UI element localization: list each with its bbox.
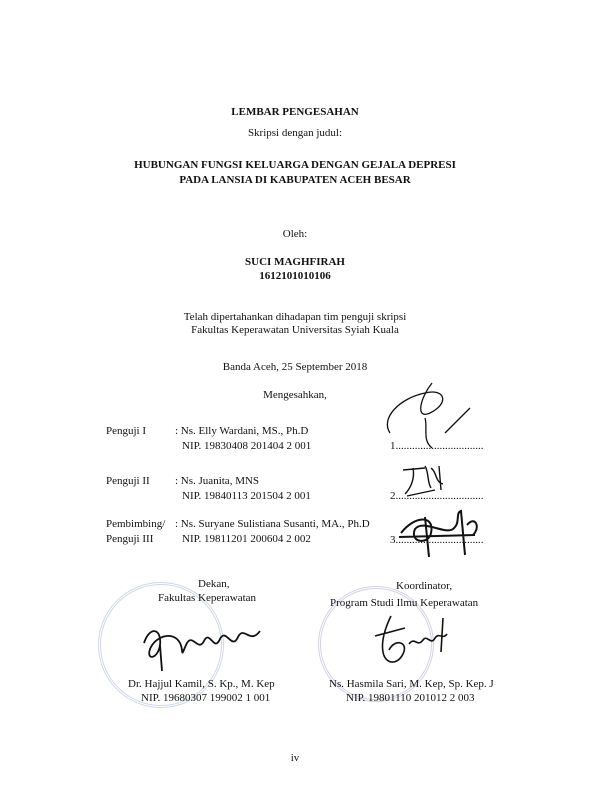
dean-nip: NIP. 19680307 199002 1 001: [141, 692, 271, 704]
coordinator-nip: NIP. 19801110 201012 2 003: [346, 692, 475, 704]
subtitle: Skripsi dengan judul:: [247, 127, 343, 139]
coordinator-title: Koordinator,: [396, 580, 453, 592]
dean-title: Dekan,: [198, 578, 230, 590]
place-date: Banda Aceh, 25 September 2018: [222, 361, 368, 373]
examiner-2-signature: [395, 462, 455, 502]
defense-text-line-2: Fakultas Keperawatan Universitas Syiah Kuala: [191, 324, 399, 336]
examiner-3-signature: [395, 505, 485, 560]
examiner-1-signature-line: 1................................: [390, 440, 484, 452]
page-title: LEMBAR PENGESAHAN: [231, 106, 359, 118]
author-id: 1612101010106: [259, 270, 331, 282]
approval-label: Mengesahkan,: [263, 389, 327, 401]
coordinator-name: Ns. Hasmila Sari, M. Kep, Sp. Kep. J: [329, 678, 494, 690]
defense-text-line-1: Telah dipertahankan dihadapan tim penguji skripsi: [183, 311, 407, 323]
examiner-1-name: : Ns. Elly Wardani, MS., Ph.D: [175, 425, 309, 437]
examiner-2-signature-line: 2................................: [390, 490, 484, 502]
examiner-3-role: Pembimbing/: [106, 518, 166, 530]
examiner-2-role: Penguji II: [106, 475, 150, 487]
examiner-1-role: Penguji I: [106, 425, 147, 437]
author-name: SUCI MAGHFIRAH: [245, 256, 345, 268]
by-label: Oleh:: [282, 228, 308, 240]
examiner-1-nip: NIP. 19830408 201404 2 001: [182, 440, 312, 452]
thesis-title-line-1: HUBUNGAN FUNGSI KELUARGA DENGAN GEJALA DEPRESI: [134, 159, 456, 171]
dean-signature: [140, 615, 270, 675]
examiner-3-nip: NIP. 19811201 200604 2 002: [182, 533, 311, 545]
examiner-3-signature-line: 3................................: [390, 534, 484, 546]
examiner-3-name: : Ns. Suryane Sulistiana Susanti, MA., Ph.D: [175, 518, 370, 530]
dean-name: Dr. Hajjul Kamil, S. Kp., M. Kep: [128, 678, 275, 690]
examiner-2-name: : Ns. Juanita, MNS: [175, 475, 260, 487]
coordinator-signature: [365, 608, 455, 678]
examiner-1-signature: [370, 378, 480, 453]
thesis-title-line-2: PADA LANSIA DI KABUPATEN ACEH BESAR: [179, 174, 411, 186]
page-number: iv: [290, 752, 300, 764]
dean-unit: Fakultas Keperawatan: [158, 592, 257, 604]
examiner-3-role-line-2: Penguji III: [106, 533, 154, 545]
coordinator-unit: Program Studi Ilmu Keperawatan: [330, 597, 479, 609]
examiner-2-nip: NIP. 19840113 201504 2 001: [182, 490, 311, 502]
